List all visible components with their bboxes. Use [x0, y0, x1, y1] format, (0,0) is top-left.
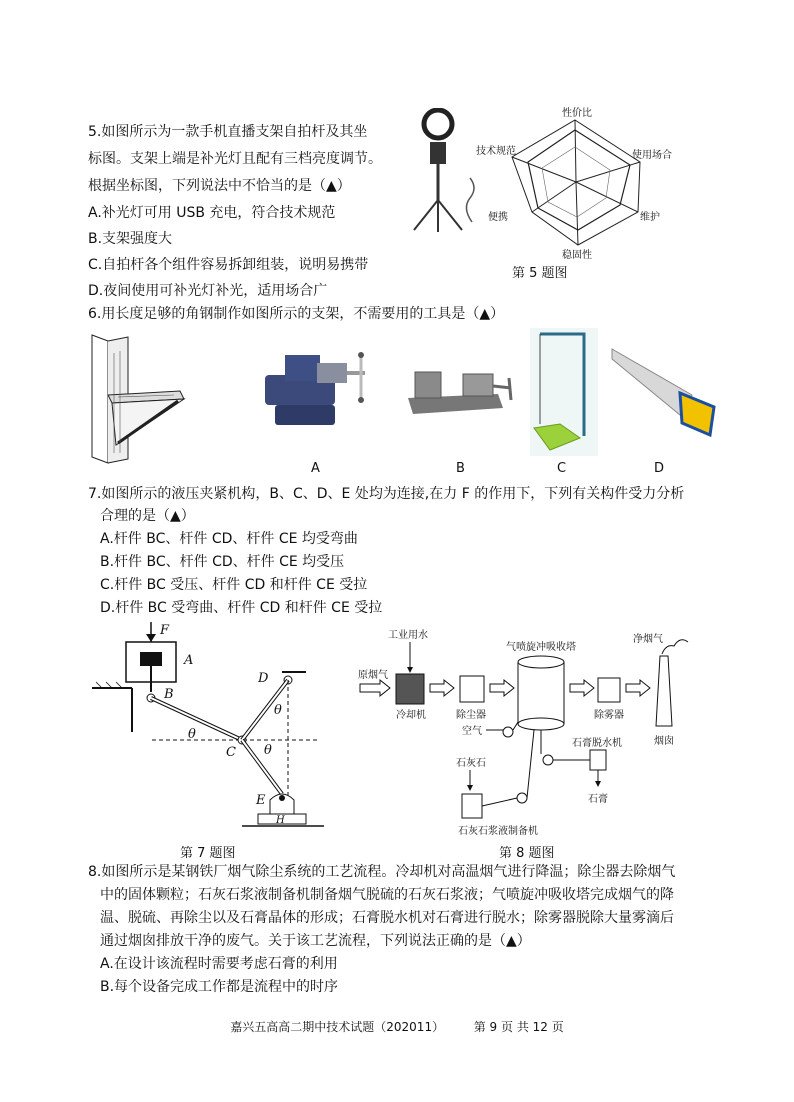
q8-caption: 第 8 题图 [499, 846, 555, 861]
q5-option-c: C.自拍杆各个组件容易拆卸组装，说明易携带 [88, 257, 369, 273]
radar-label-0: 性价比 [562, 108, 592, 119]
q5-line-1: 5.如图所示为一款手机直播支架自拍杆及其坐 [88, 124, 368, 140]
q8-line-1: 8.如图所示是某钢铁厂烟气除尘系统的工艺流程。冷却机对高温烟气进行降温；除尘器去除烟气 [88, 864, 676, 880]
label-water: 工业用水 [388, 630, 428, 641]
label-limestone: 石灰石 [456, 758, 486, 769]
q7-caption: 第 7 题图 [180, 846, 236, 861]
q5-option-b: B.支架强度大 [88, 231, 173, 247]
label-A: A [184, 653, 194, 668]
q7-option-c: C.杆件 BC 受压、杆件 CD 和杆件 CE 受拉 [100, 577, 368, 593]
q8-option-a: A.在设计该流程时需要考虑石膏的利用 [100, 956, 338, 972]
q8-option-b: B.每个设备完成工作都是流程中的时序 [100, 979, 339, 995]
drill-press-vise-image [403, 358, 518, 423]
hacksaw-image [530, 328, 598, 456]
q5-option-d: D.夜间使用可补光灯补光，适用场合广 [88, 283, 328, 299]
label-chimney: 烟囱 [654, 736, 674, 747]
q6-label-b: B [456, 461, 465, 476]
label-H: H [276, 815, 285, 826]
dust-remover-box [460, 676, 484, 702]
q6-label-d: D [654, 461, 665, 476]
flue-gas-process-figure [358, 626, 708, 840]
label-cooler: 冷却机 [396, 710, 426, 721]
label-clean-gas: 净烟气 [633, 634, 663, 645]
q8-line-2: 中的固体颗粒；石灰石浆液制备机制备烟气脱硫的石灰石浆液；气喷旋冲吸收塔完成烟气的降 [100, 887, 674, 903]
label-D: D [258, 671, 269, 686]
radar-label-1: 使用场合 [632, 150, 672, 161]
hand-saw-image [610, 345, 720, 440]
label-raw-gas: 原烟气 [358, 670, 388, 681]
label-slurry-maker: 石灰石浆液制备机 [458, 826, 538, 837]
footer-page-number: 第 9 页 共 12 页 [473, 1020, 564, 1034]
mist-remover-box [598, 678, 620, 702]
q5-line-3: 根据坐标图，下列说法中不恰当的是（▲） [88, 178, 351, 194]
q6-label-a: A [311, 461, 320, 476]
label-B: B [164, 687, 174, 702]
label-gypsum: 石膏 [588, 794, 608, 805]
q8-line-4: 通过烟囱排放干净的废气。关于该工艺流程，下列说法正确的是（▲） [100, 933, 531, 949]
footer-title: 嘉兴五高高二期中技术试题（202011） [230, 1020, 445, 1034]
label-air: 空气 [462, 726, 482, 737]
q7-option-b: B.杆件 BC、杆件 CD、杆件 CE 均受压 [100, 554, 345, 570]
label-theta-3: θ [264, 743, 272, 758]
label-theta-1: θ [188, 727, 196, 742]
radar-label-4: 便携 [488, 212, 508, 223]
label-E: E [256, 793, 266, 808]
label-F: F [160, 623, 170, 638]
radar-label-2: 维护 [640, 212, 660, 223]
label-dust: 除尘器 [456, 710, 486, 721]
page-footer [0, 1018, 794, 1035]
q8-line-3: 温、脱硫、再除尘以及石膏晶体的形成；石膏脱水机对石膏进行脱水；除雾器脱除大量雾滴后 [100, 910, 674, 926]
label-theta-2: θ [274, 703, 282, 718]
radar-label-5: 技术规范 [476, 146, 516, 157]
angle-steel-bracket-figure [88, 333, 188, 468]
absorber-tower [518, 662, 564, 724]
q7-option-d: D.杆件 BC 受弯曲、杆件 CD 和杆件 CE 受拉 [100, 600, 383, 616]
q5-caption: 第 5 题图 [512, 266, 568, 281]
label-mist: 除雾器 [594, 710, 624, 721]
q5-option-a: A.补光灯可用 USB 充电，符合技术规范 [88, 205, 336, 221]
q6-stem: 6.用长度足够的角钢制作如图所示的支架，不需要用的工具是（▲） [88, 306, 505, 322]
label-dewater: 石膏脱水机 [572, 738, 622, 749]
cooler-box [396, 674, 424, 704]
q5-line-2: 标图。支架上端是补光灯且配有三档亮度调节。 [88, 151, 382, 167]
bench-vise-image [255, 345, 373, 440]
q6-label-c: C [557, 461, 567, 476]
q7-line-1: 7.如图所示的液压夹紧机构，B、C、D、E 处均为连接,在力 F 的作用下，下列有关构件受力分析 [88, 486, 685, 502]
q7-line-2: 合理的是（▲） [100, 508, 195, 524]
label-absorber: 气喷旋冲吸收塔 [506, 642, 576, 653]
chimney [656, 656, 672, 726]
hydraulic-clamp-figure [92, 622, 327, 840]
q7-option-a: A.杆件 BC、杆件 CD、杆件 CE 均受弯曲 [100, 531, 358, 547]
radar-chart [470, 102, 700, 262]
radar-label-3: 稳固性 [562, 250, 592, 261]
label-C: C [226, 745, 236, 760]
